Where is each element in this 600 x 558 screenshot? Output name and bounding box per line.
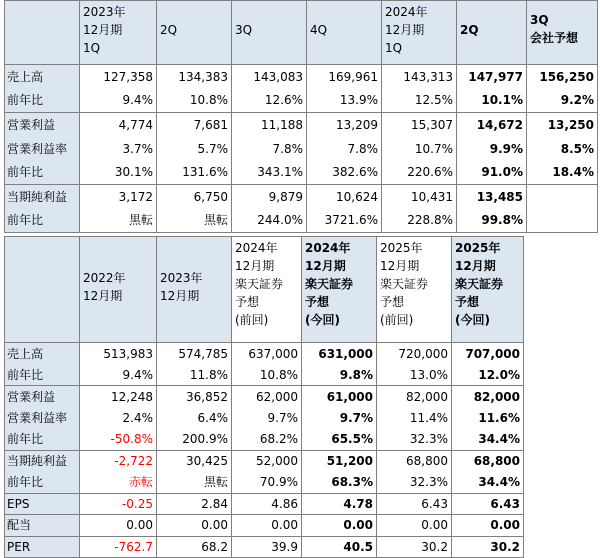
table-cell: 134,383 — [157, 65, 232, 89]
row-label: 当期純利益 — [5, 185, 80, 209]
table-cell: 10.1% — [457, 89, 527, 113]
quarterly-results-table — [4, 0, 598, 233]
row-label: 営業利益率 — [5, 407, 80, 429]
table-cell: 3.7% — [80, 137, 157, 161]
table-cell: 68,800 — [377, 450, 452, 472]
table-row — [5, 65, 598, 89]
table-cell: 6,750 — [157, 185, 232, 209]
header-text: 1Q — [83, 41, 101, 55]
table-cell: 黒転 — [80, 209, 157, 233]
header-text: 2022年 — [83, 271, 126, 285]
table-cell: 9.4% — [80, 89, 157, 113]
table-row — [5, 450, 524, 472]
table-cell: 40.5 — [302, 536, 377, 558]
table-cell — [527, 185, 598, 209]
header-text: 2Q — [460, 23, 479, 37]
table-cell: 34.4% — [452, 429, 524, 451]
header-text: 2023年 — [83, 5, 126, 19]
table-cell: 39.9 — [232, 536, 302, 558]
table-row — [5, 343, 524, 365]
header-text: 楽天証券 — [305, 277, 354, 291]
header-text: 予想 — [305, 295, 330, 309]
table-cell: 382.6% — [307, 161, 382, 185]
table-cell: 720,000 — [377, 343, 452, 365]
row-label: 営業利益 — [5, 113, 80, 137]
table-cell: 13,209 — [307, 113, 382, 137]
table-cell: 7.8% — [232, 137, 307, 161]
table-cell: 30.2 — [452, 536, 524, 558]
table-cell: 11.4% — [377, 407, 452, 429]
header-text: 予想 — [455, 295, 480, 309]
table-cell: -762.7 — [80, 536, 157, 558]
header-text: (前回) — [235, 313, 269, 327]
row-label: 配当 — [5, 515, 80, 537]
table-row — [5, 209, 598, 233]
table-cell: 68.3% — [302, 472, 377, 494]
table-cell: 7,681 — [157, 113, 232, 137]
table-cell: 513,983 — [80, 343, 157, 365]
table-cell: 32.3% — [377, 472, 452, 494]
header-text: 2Q — [160, 23, 178, 37]
header-2024-3q-forecast — [527, 1, 598, 65]
header-corner — [5, 237, 80, 343]
table-cell: 244.0% — [232, 209, 307, 233]
table-cell: 143,083 — [232, 65, 307, 89]
table-cell: 13,250 — [527, 113, 598, 137]
table-cell: 2.84 — [157, 493, 232, 515]
table-cell: 2.4% — [80, 407, 157, 429]
row-label: 営業利益 — [5, 386, 80, 408]
header-corner — [5, 1, 80, 65]
table-cell: 18.4% — [527, 161, 598, 185]
table-cell: 13.0% — [377, 364, 452, 386]
row-label: 前年比 — [5, 209, 80, 233]
header-2024-1q — [382, 1, 457, 65]
header-2023-3q — [232, 1, 307, 65]
table-cell: 82,000 — [452, 386, 524, 408]
table-cell: 200.9% — [157, 429, 232, 451]
header-text: 12月期 — [380, 259, 420, 273]
header-text: 2025年 — [380, 241, 423, 255]
header-text: 3Q — [530, 13, 549, 27]
table-cell: 143,313 — [382, 65, 457, 89]
table-cell: 5.7% — [157, 137, 232, 161]
header-text: 12月期 — [235, 259, 275, 273]
header-2024-previous — [232, 237, 302, 343]
table-cell: 30.1% — [80, 161, 157, 185]
header-text: 楽天証券 — [235, 277, 284, 291]
header-2025-previous — [377, 237, 452, 343]
header-text: 12月期 — [305, 259, 346, 273]
header-text: 2024年 — [305, 241, 351, 255]
table-row — [5, 161, 598, 185]
table-cell: 0.00 — [157, 515, 232, 537]
table-row — [5, 364, 524, 386]
table-cell: 0.00 — [302, 515, 377, 537]
table-cell: 9.2% — [527, 89, 598, 113]
header-text: 2024年 — [235, 241, 278, 255]
table-cell: 127,358 — [80, 65, 157, 89]
table-row — [5, 407, 524, 429]
table-cell: 9.7% — [232, 407, 302, 429]
header-2023-2q — [157, 1, 232, 65]
header-2024-current — [302, 237, 377, 343]
row-label: 前年比 — [5, 472, 80, 494]
table-cell: 4,774 — [80, 113, 157, 137]
header-text: 2024年 — [385, 5, 428, 19]
table-cell: 9.8% — [302, 364, 377, 386]
table-cell: 13,485 — [457, 185, 527, 209]
table-cell: 91.0% — [457, 161, 527, 185]
table-header-row — [5, 1, 598, 65]
table-cell: 220.6% — [382, 161, 457, 185]
header-text: (前回) — [380, 313, 414, 327]
table-row — [5, 515, 524, 537]
table-cell: 65.5% — [302, 429, 377, 451]
table-cell: 0.00 — [80, 515, 157, 537]
table-cell: 0.00 — [452, 515, 524, 537]
header-2023-1q — [80, 1, 157, 65]
table-cell: 62,000 — [232, 386, 302, 408]
table-cell: 15,307 — [382, 113, 457, 137]
table-cell: 52,000 — [232, 450, 302, 472]
table-cell: 12.5% — [382, 89, 457, 113]
table-cell: 0.00 — [232, 515, 302, 537]
table-cell: 68.2 — [157, 536, 232, 558]
table-cell: 6.43 — [452, 493, 524, 515]
table-cell: 12.0% — [452, 364, 524, 386]
table-row — [5, 113, 598, 137]
table-cell: 黒転 — [157, 209, 232, 233]
table-cell: 68.2% — [232, 429, 302, 451]
table-cell: 12,248 — [80, 386, 157, 408]
table-cell: 14,672 — [457, 113, 527, 137]
header-text: 楽天証券 — [455, 277, 504, 291]
table-cell: 13.9% — [307, 89, 382, 113]
table-row — [5, 137, 598, 161]
table-row — [5, 493, 524, 515]
table-cell: 156,250 — [527, 65, 598, 89]
header-text: 12月期 — [83, 289, 123, 303]
table-row — [5, 429, 524, 451]
table-cell: 228.8% — [382, 209, 457, 233]
table-cell: 10.8% — [232, 364, 302, 386]
header-2023-4q — [307, 1, 382, 65]
table-row — [5, 386, 524, 408]
header-text: 2023年 — [160, 271, 203, 285]
table-cell: 61,000 — [302, 386, 377, 408]
header-2022 — [80, 237, 157, 343]
header-text: 3Q — [235, 23, 253, 37]
table-cell: 9.4% — [80, 364, 157, 386]
table-cell: 3721.6% — [307, 209, 382, 233]
header-text: 2025年 — [455, 241, 501, 255]
table-cell: 131.6% — [157, 161, 232, 185]
table-cell: 6.43 — [377, 493, 452, 515]
table-cell: 10,431 — [382, 185, 457, 209]
table-cell: 637,000 — [232, 343, 302, 365]
table-row — [5, 185, 598, 209]
header-text: 予想 — [235, 295, 260, 309]
table-cell: 707,000 — [452, 343, 524, 365]
table-cell: 9.9% — [457, 137, 527, 161]
row-label: 前年比 — [5, 429, 80, 451]
table-cell: 12.6% — [232, 89, 307, 113]
table-cell: 68,800 — [452, 450, 524, 472]
table-cell: 赤転 — [80, 472, 157, 494]
row-label: 売上高 — [5, 65, 80, 89]
table-cell: 36,852 — [157, 386, 232, 408]
table-cell: 4.86 — [232, 493, 302, 515]
row-label: 売上高 — [5, 343, 80, 365]
table-cell: 11.6% — [452, 407, 524, 429]
row-label: EPS — [5, 493, 80, 515]
table-cell: 32.3% — [377, 429, 452, 451]
header-text: (今回) — [305, 313, 340, 327]
table-cell: 9.7% — [302, 407, 377, 429]
table-cell: 34.4% — [452, 472, 524, 494]
table-cell: 11,188 — [232, 113, 307, 137]
row-label: 当期純利益 — [5, 450, 80, 472]
row-label: 前年比 — [5, 89, 80, 113]
header-text: 会社予想 — [530, 31, 579, 45]
row-label: 前年比 — [5, 364, 80, 386]
header-2025-current — [452, 237, 524, 343]
table-row — [5, 89, 598, 113]
table-cell: 4.78 — [302, 493, 377, 515]
table-cell: -0.25 — [80, 493, 157, 515]
row-label: 営業利益率 — [5, 137, 80, 161]
table-header-row — [5, 237, 524, 343]
table-cell: 6.4% — [157, 407, 232, 429]
table-cell: -50.8% — [80, 429, 157, 451]
table-cell — [527, 209, 598, 233]
table-cell: -2,722 — [80, 450, 157, 472]
table-cell: 0.00 — [377, 515, 452, 537]
header-text: 12月期 — [83, 23, 123, 37]
table-cell: 黒転 — [157, 472, 232, 494]
table-cell: 30.2 — [377, 536, 452, 558]
table-cell: 8.5% — [527, 137, 598, 161]
table-row — [5, 472, 524, 494]
table-cell: 11.8% — [157, 364, 232, 386]
table-cell: 3,172 — [80, 185, 157, 209]
header-text: 予想 — [380, 295, 405, 309]
table-cell: 147,977 — [457, 65, 527, 89]
header-text: 12月期 — [160, 289, 200, 303]
annual-forecast-table — [4, 236, 524, 558]
header-text: 12月期 — [385, 23, 425, 37]
table-cell: 9,879 — [232, 185, 307, 209]
header-text: 楽天証券 — [380, 277, 429, 291]
header-text: 4Q — [310, 23, 328, 37]
header-2024-2q — [457, 1, 527, 65]
row-label: PER — [5, 536, 80, 558]
table-cell: 10.8% — [157, 89, 232, 113]
table-cell: 7.8% — [307, 137, 382, 161]
table-cell: 99.8% — [457, 209, 527, 233]
header-text: 12月期 — [455, 259, 496, 273]
header-text: (今回) — [455, 313, 490, 327]
table-cell: 82,000 — [377, 386, 452, 408]
table-cell: 10,624 — [307, 185, 382, 209]
header-2023 — [157, 237, 232, 343]
table-cell: 631,000 — [302, 343, 377, 365]
row-label: 前年比 — [5, 161, 80, 185]
table-cell: 169,961 — [307, 65, 382, 89]
table-cell: 30,425 — [157, 450, 232, 472]
table-row — [5, 536, 524, 558]
table-cell: 70.9% — [232, 472, 302, 494]
table-cell: 10.7% — [382, 137, 457, 161]
header-text: 1Q — [385, 41, 403, 55]
table-cell: 574,785 — [157, 343, 232, 365]
table-cell: 343.1% — [232, 161, 307, 185]
table-cell: 51,200 — [302, 450, 377, 472]
